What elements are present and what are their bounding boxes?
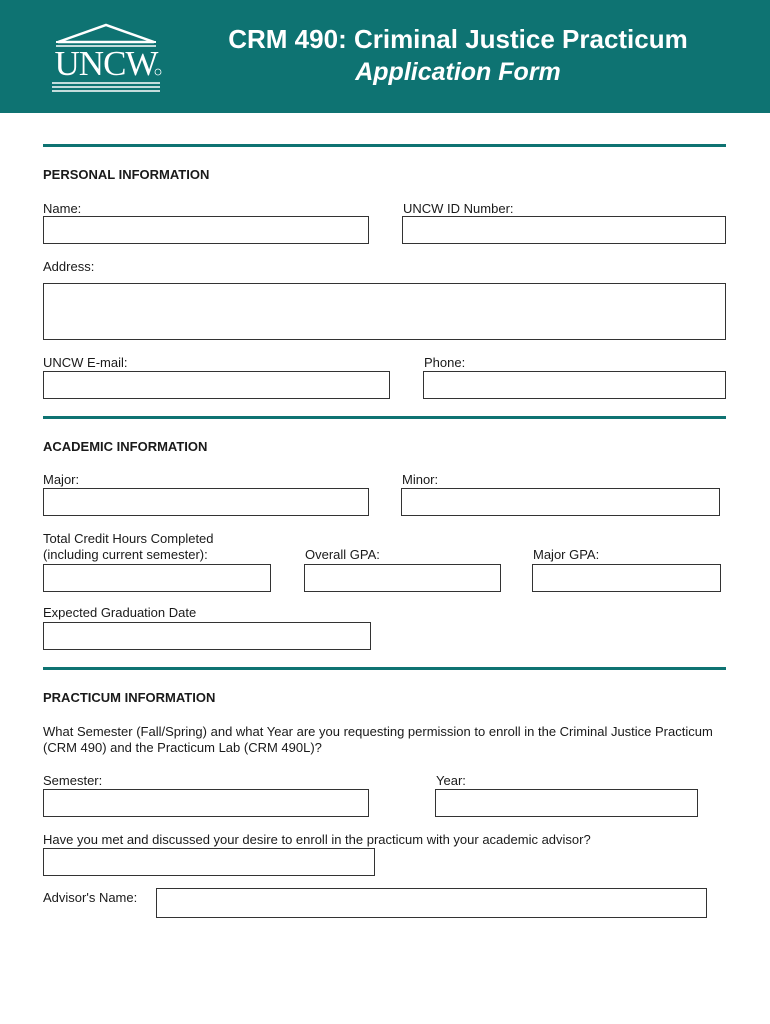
semester-question-line1: What Semester (Fall/Spring) and what Year are you requesting permission to enroll in the Criminal Justice Practicum bbox=[43, 724, 713, 739]
name-label: Name: bbox=[43, 201, 82, 216]
email-label: UNCW E-mail: bbox=[43, 355, 128, 370]
overall-gpa-field[interactable] bbox=[304, 564, 501, 592]
uncw-logo bbox=[48, 22, 164, 92]
major-gpa-field[interactable] bbox=[532, 564, 721, 592]
major-label: Major: bbox=[43, 472, 80, 487]
form-header bbox=[0, 0, 770, 113]
credit-hours-label-line2: (including current semester): bbox=[43, 547, 208, 562]
email-field[interactable] bbox=[43, 371, 390, 399]
advisor-name-label: Advisor's Name: bbox=[43, 890, 138, 905]
form-subtitle: Application Form bbox=[355, 58, 561, 86]
name-field[interactable] bbox=[43, 216, 369, 244]
overall-gpa-label: Overall GPA: bbox=[305, 547, 380, 562]
academic-info-heading: ACADEMIC INFORMATION bbox=[43, 439, 208, 454]
major-field[interactable] bbox=[43, 488, 369, 516]
id-label: UNCW ID Number: bbox=[403, 201, 514, 216]
uncw-id-field[interactable] bbox=[402, 216, 726, 244]
advisor-name-field[interactable] bbox=[156, 888, 707, 918]
minor-field[interactable] bbox=[401, 488, 720, 516]
advisor-discussion-field[interactable] bbox=[43, 848, 375, 876]
credit-hours-field[interactable] bbox=[43, 564, 271, 592]
logo-text: UNCW bbox=[54, 44, 158, 83]
semester-label: Semester: bbox=[43, 773, 103, 788]
semester-field[interactable] bbox=[43, 789, 369, 817]
form-title: CRM 490: Criminal Justice Practicum bbox=[228, 24, 688, 54]
year-label: Year: bbox=[436, 773, 466, 788]
advisor-question: Have you met and discussed your desire to enroll in the practicum with your academic advisor? bbox=[43, 832, 591, 847]
year-field[interactable] bbox=[435, 789, 698, 817]
major-gpa-label: Major GPA: bbox=[533, 547, 600, 562]
phone-field[interactable] bbox=[423, 371, 726, 399]
personal-info-heading: PERSONAL INFORMATION bbox=[43, 167, 210, 182]
minor-label: Minor: bbox=[402, 472, 439, 487]
semester-question-line2: (CRM 490) and the Practicum Lab (CRM 490L)? bbox=[43, 740, 322, 755]
practicum-info-heading: PRACTICUM INFORMATION bbox=[43, 690, 216, 705]
address-field[interactable] bbox=[43, 283, 726, 340]
section-divider bbox=[43, 416, 726, 419]
credit-hours-label-line1: Total Credit Hours Completed bbox=[43, 531, 214, 546]
address-label: Address: bbox=[43, 259, 95, 274]
graduation-date-field[interactable] bbox=[43, 622, 371, 650]
graduation-date-label: Expected Graduation Date bbox=[43, 605, 197, 620]
phone-label: Phone: bbox=[424, 355, 466, 370]
section-divider bbox=[43, 667, 726, 670]
section-divider bbox=[43, 144, 726, 147]
